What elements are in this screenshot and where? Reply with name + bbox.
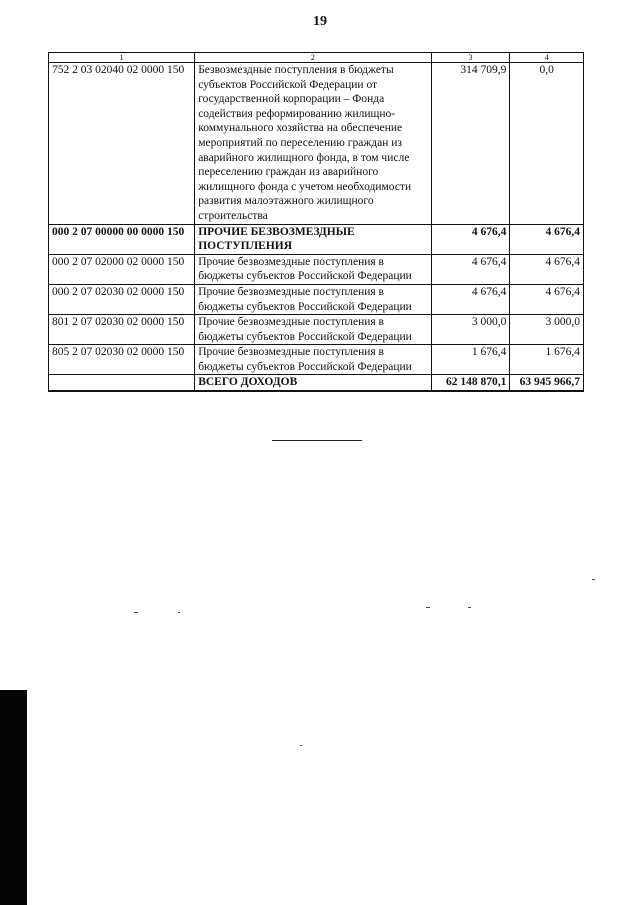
row-value-col3: 4 676,4 (431, 254, 510, 284)
row-code: 801 2 07 02030 02 0000 150 (49, 315, 195, 345)
table-row (49, 284, 584, 314)
row-code: 805 2 07 02030 02 0000 150 (49, 345, 195, 375)
total-label: ВСЕГО ДОХОДОВ (195, 375, 431, 391)
row-value-col4: 4 676,4 (510, 284, 584, 314)
scan-speck (300, 745, 302, 746)
row-value-col3: 1 676,4 (431, 345, 510, 375)
table-row (49, 224, 584, 254)
table-row (49, 315, 584, 345)
column-number-2: 2 (195, 53, 431, 63)
row-code: 000 2 07 02030 02 0000 150 (49, 284, 195, 314)
page-number: 19 (313, 14, 327, 29)
scan-speck (468, 607, 471, 608)
row-value-col4: 3 000,0 (510, 315, 584, 345)
table-row (49, 254, 584, 284)
row-name: Безвозмездные поступления в бюджеты субъектов Российской Федерации от государственной корпорации – Фонда содействия реформированию жилищно-коммунального хозяйства на обеспечение мероприятий по переселению граждан из аварийного жилищного фонда, в том числе переселению граждан из аварийного жилищного фонда с учетом необходимости развития малоэтажного жилищного строительства (195, 63, 431, 225)
total-value-col3: 62 148 870,1 (431, 375, 510, 391)
row-name: Прочие безвозмездные поступления в бюджеты субъектов Российской Федерации (195, 345, 431, 375)
row-value-col3: 4 676,4 (431, 224, 510, 254)
scan-speck (134, 612, 138, 613)
row-name: ПРОЧИЕ БЕЗВОЗМЕЗДНЫЕ ПОСТУПЛЕНИЯ (195, 224, 431, 254)
row-code: 000 2 07 00000 00 0000 150 (49, 224, 195, 254)
total-value-col4: 63 945 966,7 (510, 375, 584, 391)
scan-edge-black-bar (0, 690, 27, 905)
row-code: 000 2 07 02000 02 0000 150 (49, 254, 195, 284)
row-value-col4: 1 676,4 (510, 345, 584, 375)
scan-speck (592, 579, 595, 580)
row-code: 752 2 03 02040 02 0000 150 (49, 63, 195, 225)
row-name: Прочие безвозмездные поступления в бюджеты субъектов Российской Федерации (195, 254, 431, 284)
table-row (49, 63, 584, 225)
column-number-row (49, 53, 584, 63)
table-row (49, 345, 584, 375)
total-code (49, 375, 195, 391)
row-value-col4: 4 676,4 (510, 254, 584, 284)
column-number-3: 3 (431, 53, 510, 63)
scan-speck (178, 612, 180, 613)
row-value-col4: 4 676,4 (510, 224, 584, 254)
row-value-col3: 314 709,9 (431, 63, 510, 225)
row-value-col4: 0,0 (510, 63, 584, 225)
total-row (49, 375, 584, 391)
scan-speck (426, 607, 430, 608)
revenue-table (48, 52, 584, 392)
row-name: Прочие безвозмездные поступления в бюджеты субъектов Российской Федерации (195, 315, 431, 345)
column-number-4: 4 (510, 53, 584, 63)
end-divider-line (272, 440, 362, 441)
row-value-col3: 3 000,0 (431, 315, 510, 345)
row-value-col3: 4 676,4 (431, 284, 510, 314)
column-number-1: 1 (49, 53, 195, 63)
row-name: Прочие безвозмездные поступления в бюджеты субъектов Российской Федерации (195, 284, 431, 314)
